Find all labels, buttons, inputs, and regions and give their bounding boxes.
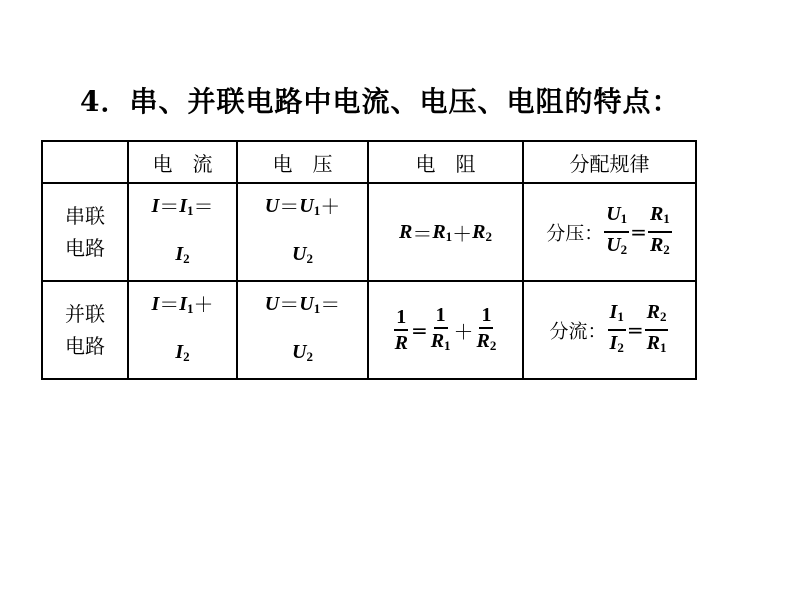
row-label-parallel: 并联 电路 (42, 281, 128, 379)
series-resistance-formula: $R=R_1+R_2$ (368, 183, 523, 281)
parallel-distribution-rule: 分流： $\frac{I_1}{I_2}$ = $\frac{R_2}{R_1}$ (523, 281, 696, 379)
header-row (42, 141, 696, 183)
page-title: 4．串、并联电路中电流、电压、电阻的特点： (80, 85, 681, 118)
table-row-series (42, 183, 696, 281)
parallel-resistance-formula: $\frac{1}{R}$ = $\frac{1}{R_1}$ ＋ $\frac{1}{R_2}$ (368, 281, 523, 379)
circuit-characteristics-table (41, 140, 697, 380)
series-distribution-rule: 分压： $\frac{U_1}{U_2}$ = $\frac{R_1}{R_2}$ (523, 183, 696, 281)
table-row-parallel (42, 281, 696, 379)
header-distribution-rule: 分配规律 (523, 141, 696, 183)
row-label-series: 串联 电路 (42, 183, 128, 281)
series-current-formula: $I=I_1=$ $I_2$ (128, 183, 237, 281)
header-blank-cell (42, 141, 128, 183)
header-resistance: 电 阻 (368, 141, 523, 183)
voltage-divider-label: 分压： (546, 222, 604, 245)
parallel-current-formula: $I=I_1+$ $I_2$ (128, 281, 237, 379)
header-voltage: 电 压 (237, 141, 368, 183)
parallel-voltage-formula: $U=U_1=$ $U_2$ (237, 281, 368, 379)
current-divider-label: 分流： (549, 320, 607, 343)
header-current: 电 流 (128, 141, 237, 183)
series-voltage-formula: $U=U_1+$ $U_2$ (237, 183, 368, 281)
